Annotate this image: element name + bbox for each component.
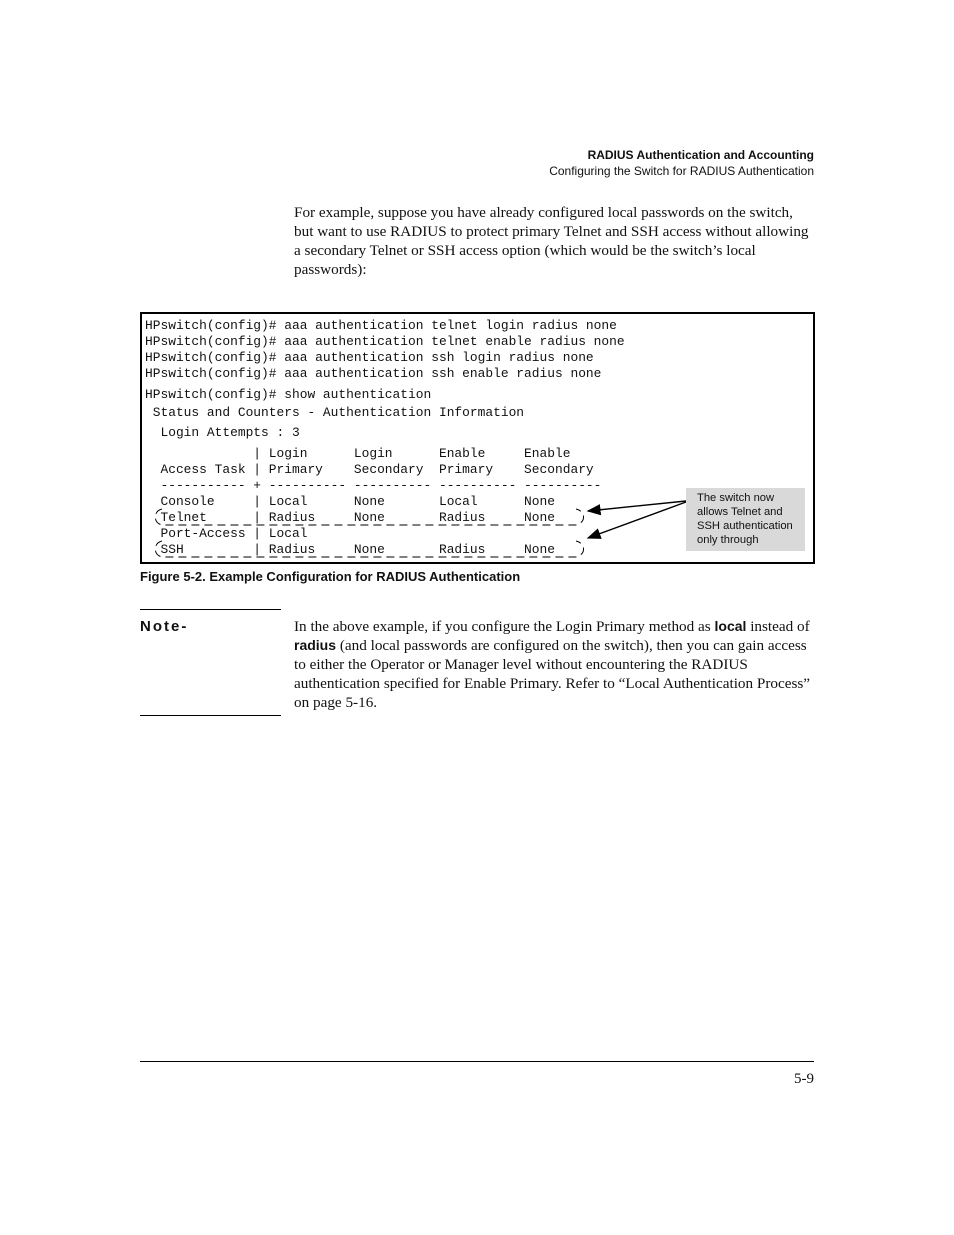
login-attempts: Login Attempts : 3 [145,425,300,440]
intro-paragraph: For example, suppose you have already configured local passwords on the switch, but want to use RADIUS to protect primary Telnet and SSH access without allowing a secondary Telnet or SSH access option (which would be the switch’s local passwords): [294,204,809,278]
cli-show-command: HPswitch(config)# show authentication [145,387,432,402]
cli-command: HPswitch(config)# aaa authentication ssh login radius none [145,350,594,365]
table-row: Telnet | Radius None Radius None [145,510,555,525]
page-number: 5-9 [794,1071,814,1087]
keyword-local: local [714,618,747,634]
table-header-row: | Login Login Enable Enable [145,446,571,461]
callout-line: allows Telnet and [697,506,783,518]
note-label: Note- [140,618,189,635]
table-header-row: Access Task | Primary Secondary Primary Secondary [145,462,594,477]
note-bottom-rule [140,715,281,716]
status-title: Status and Counters - Authentication Information [145,405,525,420]
running-header-section: Configuring the Switch for RADIUS Authentication [549,164,814,178]
table-row: Port-Access | Local [145,526,308,541]
callout-box [686,488,805,551]
keyword-radius: radius [294,637,337,653]
callout-line: SSH authentication [697,520,793,532]
note-body: In the above example, if you configure the Login Primary method as local instead of radius (and local passwords are configured on the switch), then you can gain access to either the Operator or Manager level without encountering the RADIUS authentication specified for Enable Primary. Refer to “Local Authentication Process” on page 5-16. [294,618,811,711]
table-row: Console | Local None Local None [145,494,555,509]
cli-command: HPswitch(config)# aaa authentication telnet enable radius none [145,334,625,349]
running-header-chapter: RADIUS Authentication and Accounting [587,148,814,162]
callout-line: The switch now [697,492,775,504]
cli-command: HPswitch(config)# aaa authentication telnet login radius none [145,318,617,333]
terminal-output [145,318,625,558]
note-top-rule [140,609,281,610]
table-rule: ----------- + ---------- ---------- ---------- ---------- [145,478,602,493]
figure-caption: Figure 5-2. Example Configuration for RADIUS Authentication [140,569,521,584]
callout-line: only through [697,534,759,546]
cli-command: HPswitch(config)# aaa authentication ssh enable radius none [145,366,602,381]
footer-rule [140,1061,814,1062]
table-row: SSH | Radius None Radius None [145,542,555,557]
